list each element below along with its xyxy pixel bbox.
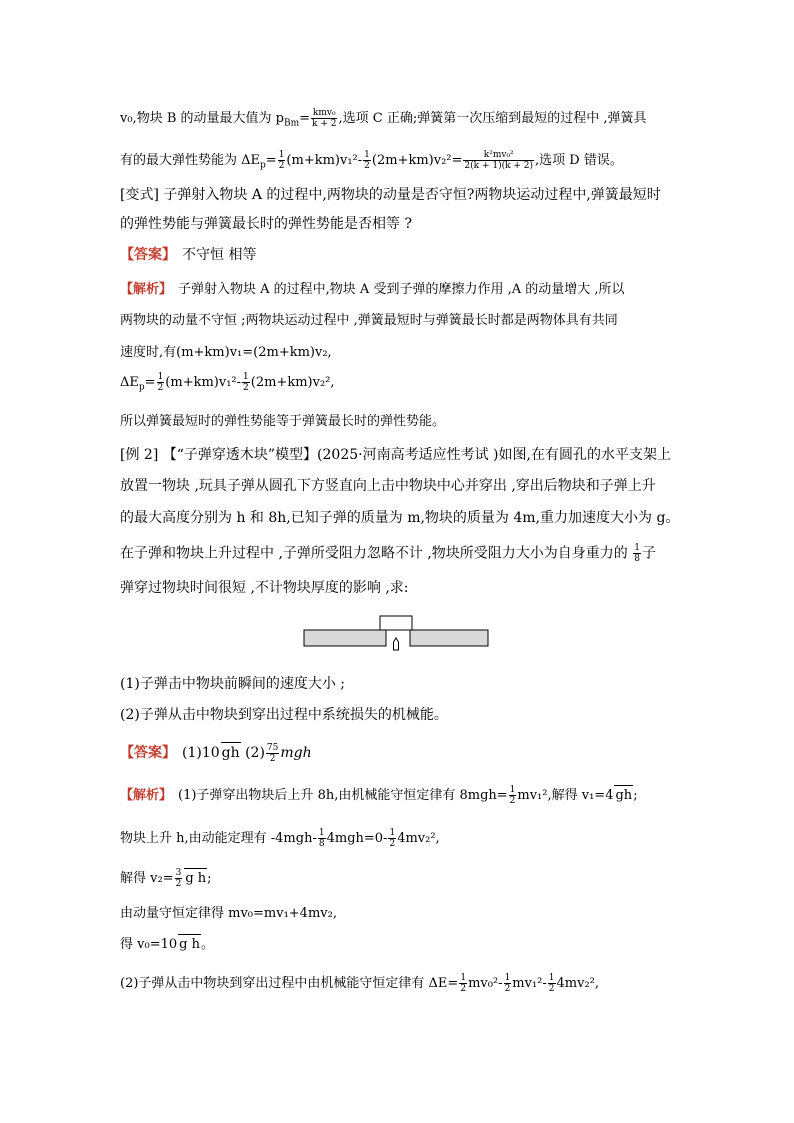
bullet: [394, 638, 399, 650]
fraction: $\frac{1}{2}$: [243, 372, 249, 393]
fraction: $\frac{1}{8}$: [634, 543, 640, 564]
example-2-line-5: 弹穿过物块时间很短 ,不计物块厚度的影响 ,求:: [120, 580, 409, 596]
example-2-line-1: [例 2] 【“子弹穿透木块”模型】(2025·河南高考适应性考试 )如图,在有圆孔的水平支架上: [120, 447, 671, 463]
fraction: $\frac{1}{2}$: [389, 828, 396, 849]
fraction: $\frac{3}{2}$: [175, 868, 182, 889]
fraction: $\frac{75}{2}$: [266, 742, 279, 764]
text-line-4: 的弹性势能与弹簧最长时的弹性势能是否相等 ?: [120, 216, 412, 232]
answer-tag: 【答案】: [120, 745, 176, 761]
text-line-10: 所以弹簧最短时的弹性势能等于弹簧最长时的弹性势能。: [120, 414, 446, 429]
question-2: (2)子弹从击中物块到穿出过程中系统损失的机械能。: [120, 707, 448, 723]
answer-line-2: 【答案】 (1)10 gh (2) $\frac{75}{2}$ mgh: [120, 742, 312, 764]
text-line-7: 两物块的动量不守恒 ;两物块运动过程中 ,弹簧最短时与弹簧最长时都是两物体具有共同: [120, 313, 618, 328]
answer-tag: 【答案】: [120, 247, 176, 263]
fraction: $\frac{1}{2}$: [278, 150, 285, 171]
support-right: [410, 630, 488, 646]
analysis-tag: 【解析】: [120, 788, 173, 803]
sqrt: g h: [184, 868, 207, 889]
fraction: $\frac{1}{2}$: [548, 973, 555, 994]
analysis-line-2: 【解析】 (1)子弹穿出物块后上升 8h,由机械能守恒定律有 8mgh= $\frac{1}{2}$ mv₁²,解得 v₁=4 gh;: [120, 785, 638, 806]
fraction: $\frac{1}{2}$: [364, 150, 370, 171]
sqrt: gh: [221, 742, 241, 763]
fraction: $\frac{1}{8}$: [318, 828, 325, 849]
fraction: $\frac{\text{k²mv₀²}}{2(k + 1)(k + 2)}$: [464, 150, 534, 171]
text-line-23: 得 v₀=10 g h。: [120, 934, 690, 955]
example-2-line-4: 在子弹和物块上升过程中 ,子弹所受阻力忽略不计 ,物块所受阻力大小为自身重力的 $\frac{1}{8}$ 子: [120, 543, 656, 564]
example-2-line-3: 的最大高度分别为 h 和 8h,已知子弹的质量为 m,物块的质量为 4m,重力加速度大小为 g。: [120, 510, 680, 526]
analysis-tag: 【解析】: [120, 282, 173, 297]
fraction: $\frac{1}{2}$: [509, 785, 516, 806]
text-line-22: 由动量守恒定律得 mv₀=mv₁+4mv₂,: [120, 906, 337, 921]
text-line-1: v₀,物块 B 的动量最大值为 $p_{Bm}=$ $\frac{\text{kmv₀}}{k + 2}$ ,选项 C 正确;弹簧第一次压缩到最短的过程中 ,弹簧具: [120, 108, 647, 129]
text-line-24: (2)子弹从击中物块到穿出过程中由机械能守恒定律有 ΔE= $\frac{1}{2}$ mv₀²- $\frac{1}{2}$ mv₁²- $\frac{1}{2}$ 4mv₂²,: [120, 973, 600, 994]
text-line-2: 有的最大弹性势能为 $\Delta E_p=$ $\frac{1}{2}$ (m+km)v₁²- $\frac{1}{2}$ (2m+km)v₂²= $\frac{\text{k²mv₀²}}{2(k + 1)(k + 2)}$ ,选项 D 错误。: [120, 150, 623, 171]
question-1: (1)子弹击中物块前瞬间的速度大小 ;: [120, 676, 345, 692]
block: [380, 616, 412, 630]
text-line-9: $\Delta E_p=$ $\frac{1}{2}$ (m+km)v₁²- $\frac{1}{2}$ (2m+km)v₂²,: [120, 372, 335, 393]
answer-line-1: 【答案】 不守恒 相等: [120, 247, 257, 263]
sqrt: g h: [178, 934, 201, 955]
analysis-line-1: 【解析】 子弹射入物块 A 的过程中,物块 A 受到子弹的摩擦力作用 ,A 的动量增大 ,所以: [120, 282, 625, 297]
fraction: $\frac{\text{kmv₀}}{k + 2}$: [312, 108, 337, 129]
example-2-line-2: 放置一物块 ,玩具子弹从圆孔下方竖直向上击中物块中心并穿出 ,穿出后物块和子弹上升: [120, 478, 656, 494]
text-line-8: 速度时,有(m+km)v₁=(2m+km)v₂,: [120, 345, 332, 360]
text-line-3: [变式] 子弹射入物块 A 的过程中,两物块的动量是否守恒?两物块运动过程中,弹簧最短时: [120, 187, 661, 203]
text-line-20: 物块上升 h,由动能定理有 -4mgh- $\frac{1}{8}$ 4mgh=0- $\frac{1}{2}$ 4mv₂²,: [120, 828, 440, 849]
sqrt: gh: [614, 785, 633, 806]
support-left: [304, 630, 386, 646]
figure-svg: [300, 612, 492, 662]
text-line-21: 解得 v₂= $\frac{3}{2}$ g h;: [120, 868, 212, 889]
fraction: $\frac{1}{2}$: [504, 973, 511, 994]
support-block-figure: [300, 612, 492, 662]
fraction: $\frac{1}{2}$: [460, 973, 467, 994]
fraction: $\frac{1}{2}$: [157, 372, 164, 393]
